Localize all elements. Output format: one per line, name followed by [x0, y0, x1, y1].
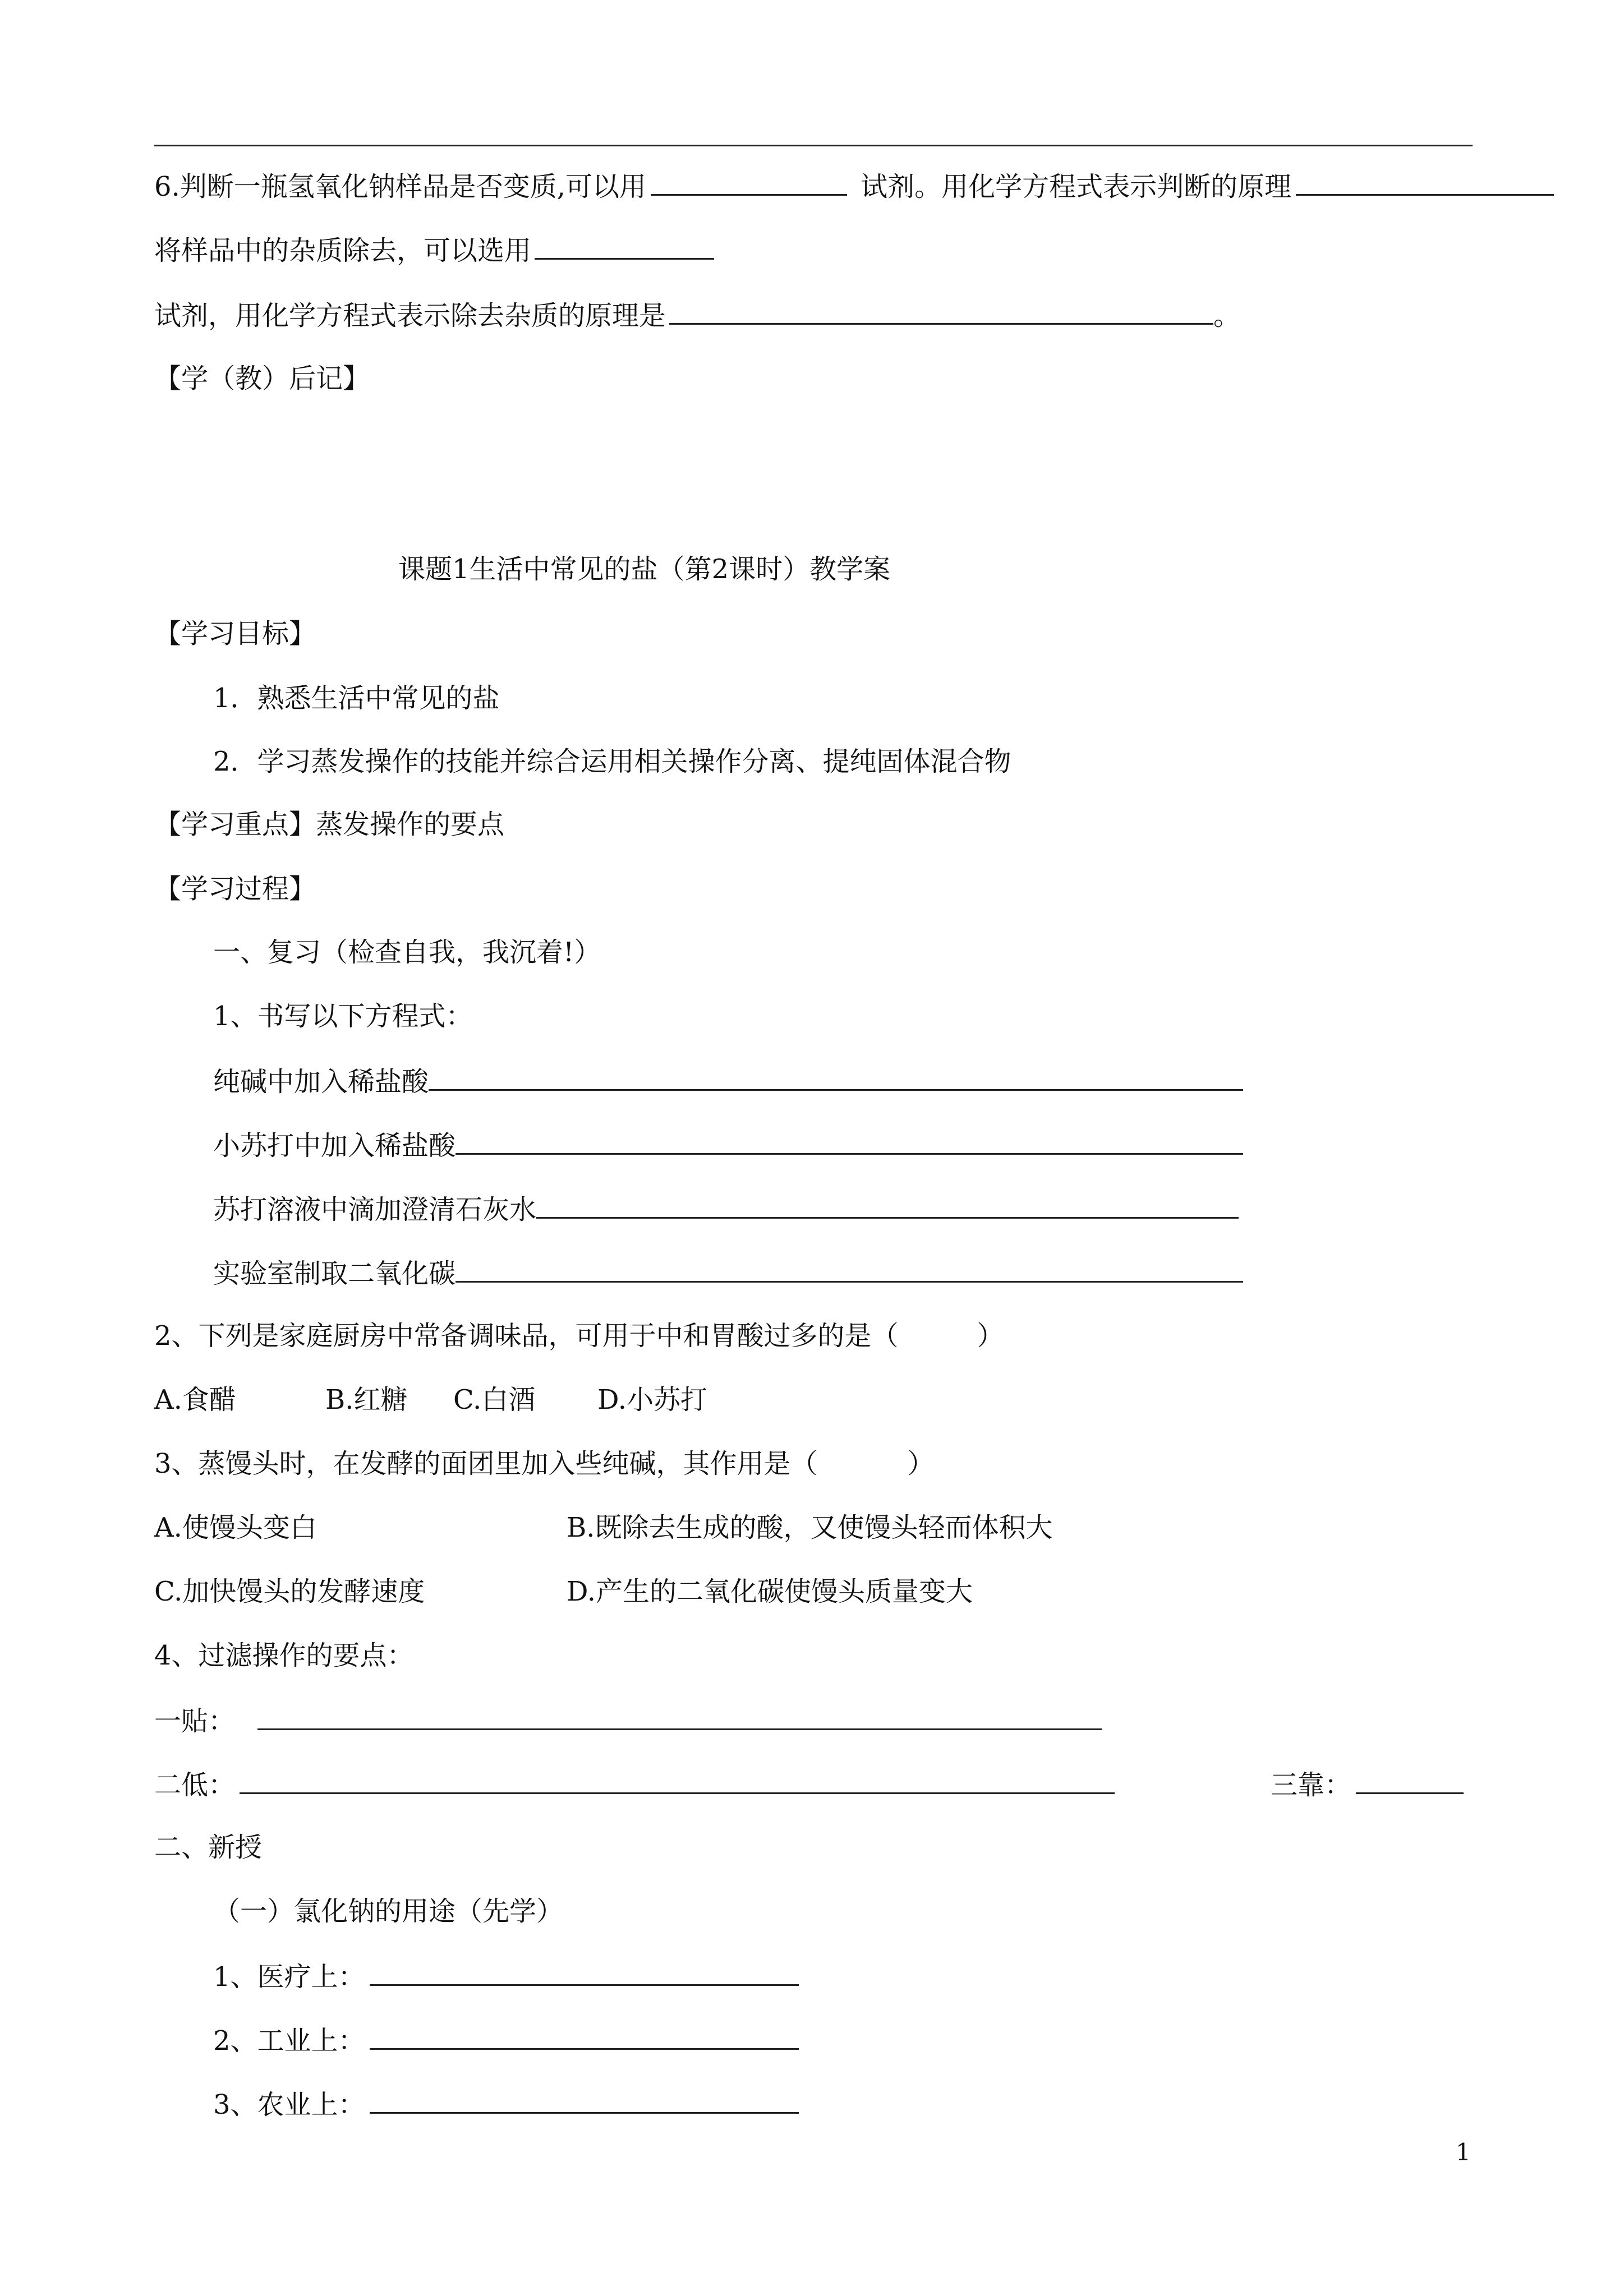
q6-line3-text: 试剂，用化学方程式表示除去杂质的原理是 [154, 300, 666, 331]
goal-item-1: 1．熟悉生活中常见的盐 [213, 683, 500, 714]
use-blank[interactable] [370, 2022, 799, 2050]
equation-row-2 [213, 1127, 1243, 1163]
filter-three-label: 三靠： [1271, 1769, 1352, 1801]
filter-one-blank[interactable] [257, 1703, 1102, 1730]
q3-option-d: D.产生的二氧化碳使馒头质量变大 [567, 1576, 973, 1607]
q2-option-c: C.白酒 [453, 1384, 536, 1416]
q2-close: ） [977, 1320, 1004, 1352]
lesson-title: 课题1生活中常见的盐（第2课时）教学案 [398, 554, 891, 585]
process-heading: 【学习过程】 [154, 873, 316, 905]
q6-line3-period: 。 [1213, 300, 1241, 331]
review-q4: 4、过滤操作的要点： [154, 1640, 414, 1671]
afterword-heading: 【学（教）后记】 [154, 363, 370, 394]
q6-principle-blank[interactable] [1296, 168, 1554, 196]
equation-row-4 [213, 1255, 1243, 1290]
use-blank[interactable] [370, 2086, 799, 2114]
review-q1: 1、书写以下方程式： [213, 1001, 473, 1032]
review-q2 [154, 1319, 1004, 1353]
q6-line2 [154, 232, 714, 268]
q2-option-a: A.食醋 [154, 1384, 236, 1416]
q6-remove-equation-blank[interactable] [669, 297, 1213, 325]
use-row-medical [213, 1958, 799, 1994]
filter-two-label: 二低： [154, 1769, 236, 1801]
review-q3 [154, 1447, 935, 1481]
page-number: 1 [1456, 2138, 1471, 2166]
filter-one-stick [154, 1703, 1102, 1738]
equation-blank[interactable] [536, 1191, 1239, 1219]
use-row-agriculture [213, 2086, 799, 2122]
equation-row-1 [213, 1063, 1243, 1099]
q2-option-b: B.红糖 [325, 1384, 408, 1416]
equation-label: 小苏打中加入稀盐酸 [213, 1130, 456, 1161]
new-lesson-heading: 二、新授 [154, 1832, 263, 1863]
q6-line1-text-b: 试剂。用化学方程式表示判断的原理 [861, 171, 1292, 202]
focus-heading: 【学习重点】蒸发操作的要点 [154, 809, 505, 840]
filter-one-label: 一贴： [154, 1705, 236, 1737]
q6-line3 [154, 297, 1240, 333]
q2-option-d: D.小苏打 [597, 1384, 708, 1416]
q6-line1-text-a: 6.判断一瓶氢氧化钠样品是否变质,可以用 [154, 171, 647, 202]
equation-blank[interactable] [456, 1255, 1243, 1283]
goal-item-2: 2．学习蒸发操作的技能并综合运用相关操作分离、提纯固体混合物 [213, 746, 1011, 777]
q6-line2-text: 将样品中的杂质除去，可以选用 [154, 235, 532, 266]
equation-blank[interactable] [456, 1127, 1243, 1155]
header-rule [154, 145, 1473, 146]
equation-label: 纯碱中加入稀盐酸 [213, 1066, 429, 1098]
use-blank[interactable] [370, 1958, 799, 1986]
q6-line1 [154, 168, 1554, 204]
use-label: 2、工业上： [213, 2025, 365, 2057]
new-lesson-sub: （一）氯化钠的用途（先学） [213, 1896, 564, 1927]
q2-text: 2、下列是家庭厨房中常备调味品，可用于中和胃酸过多的是（ [154, 1320, 899, 1352]
goals-heading: 【学习目标】 [154, 618, 316, 649]
q3-option-a: A.使馒头变白 [154, 1512, 317, 1543]
q3-text: 3、蒸馒头时，在发酵的面团里加入些纯碱，其作用是（ [154, 1448, 818, 1479]
use-label: 1、医疗上： [213, 1961, 365, 1993]
review-heading: 一、复习（检查自我，我沉着!） [213, 937, 601, 968]
q3-option-b: B.既除去生成的酸，又使馒头轻而体积大 [567, 1512, 1053, 1543]
equation-row-3 [213, 1191, 1239, 1227]
equation-label: 苏打溶液中滴加澄清石灰水 [213, 1194, 537, 1225]
q6-remove-reagent-blank[interactable] [535, 232, 714, 260]
q3-close: ） [907, 1448, 935, 1479]
filter-two-low [154, 1767, 1115, 1802]
use-label: 3、农业上： [213, 2089, 365, 2120]
q6-reagent-blank[interactable] [651, 168, 847, 196]
filter-three-blank[interactable] [1356, 1767, 1464, 1794]
equation-label: 实验室制取二氧化碳 [213, 1258, 456, 1289]
filter-two-blank[interactable] [240, 1767, 1115, 1794]
filter-three-lean [1271, 1767, 1464, 1802]
use-row-industry [213, 2022, 799, 2058]
q3-option-c: C.加快馒头的发酵速度 [154, 1576, 425, 1607]
equation-blank[interactable] [429, 1063, 1243, 1091]
